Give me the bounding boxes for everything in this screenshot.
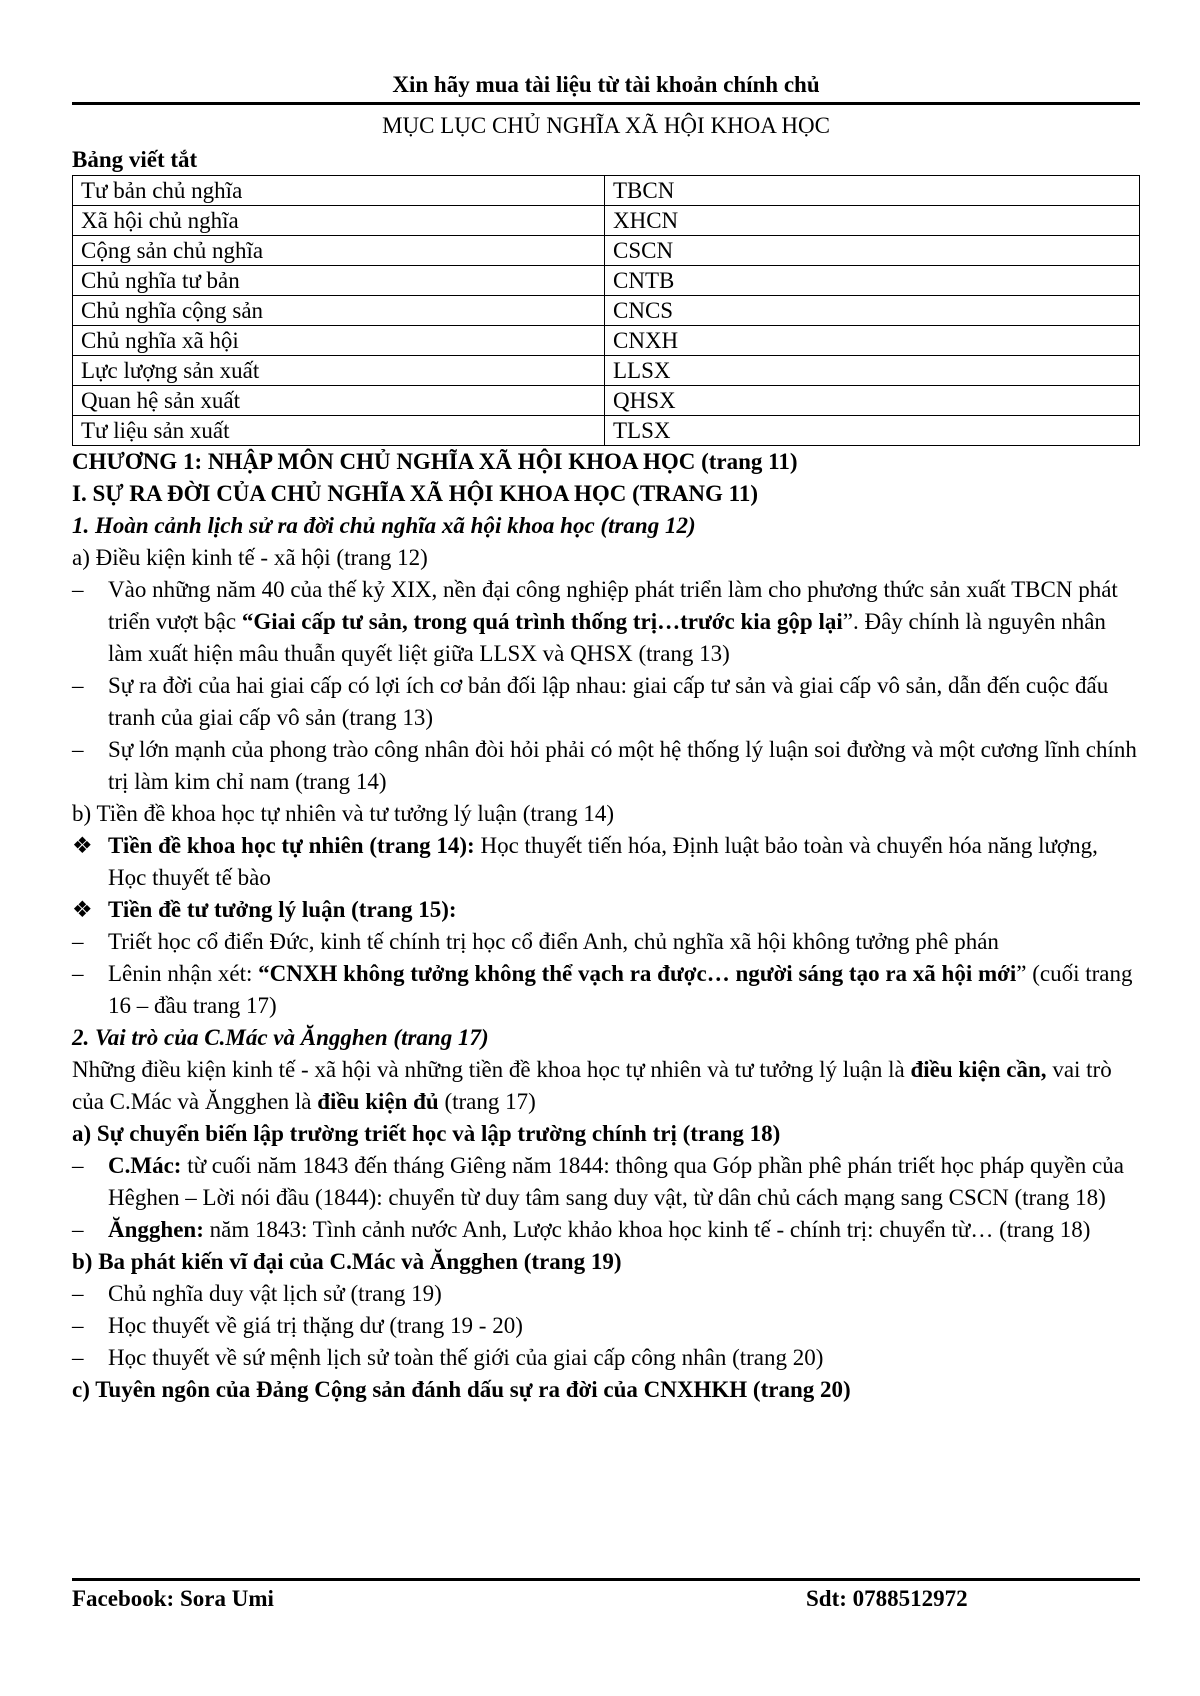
bullet-text: Sự ra đời của hai giai cấp có lợi ích cơ bản đối lập nhau: giai cấp tư sản và giai cấp vô sản, dẫn đến cuộc đấu tranh của giai cấp vô sản (trang 13) [108,673,1109,730]
bullet-item [72,926,1140,958]
abbr-cell: CNXH [605,326,1140,356]
bullet-text: năm 1843: Tình cảnh nước Anh, Lược khảo khoa học kinh tế - chính trị: chuyển từ… (trang 18) [203,1217,1091,1242]
bullet-text: Học thuyết về sứ mệnh lịch sử toàn thế giới của giai cấp công nhân (trang 20) [108,1345,824,1370]
table-row [73,416,1140,446]
bullet-quote: “CNXH không tưởng không thể vạch ra được… người sáng tạo ra xã hội mới [258,961,1017,986]
dash-marker: – [72,673,84,698]
header-notice: Xin hãy mua tài liệu từ tài khoản chính chủ [392,72,820,97]
bullet-text: ”. Đây chính là nguyên nhân làm xuất hiện mâu thuẫn quyết liệt giữa LLSX và QHSX (trang 13) [108,609,1106,666]
table-row [73,266,1140,296]
bullet-text: Học thuyết về giá trị thặng dư (trang 19 - 20) [108,1313,523,1338]
subsection-heading: b) Ba phát kiến vĩ đại của C.Mác và Ăngghen (trang 19) [72,1249,622,1274]
term-cell: Lực lượng sản xuất [73,356,605,386]
bullet-item [72,574,1140,670]
term-cell: Chủ nghĩa tư bản [73,266,605,296]
document-title: MỤC LỤC CHỦ NGHĨA XÃ HỘI KHOA HỌC [382,113,830,138]
abbr-cell: XHCN [605,206,1140,236]
diamond-icon: ❖ [72,833,93,858]
abbr-cell: TLSX [605,416,1140,446]
document-page [72,70,1140,1406]
bullet-text: Vào những năm 40 của thế kỷ XIX, nền đại công nghiệp phát triển làm cho phương thức sản xuất TBCN phát triển vượt bậc [108,577,1118,634]
abbr-cell: LLSX [605,356,1140,386]
diamond-icon: ❖ [72,897,93,922]
term-cell: Tư liệu sản xuất [73,416,605,446]
term-cell: Chủ nghĩa cộng sản [73,296,605,326]
table-row [73,326,1140,356]
paragraph-text: (trang 17) [438,1089,536,1114]
table-row [73,296,1140,326]
subsection-heading: 2. Vai trò của C.Mác và Ăngghen (trang 17) [72,1025,489,1050]
star-label: Tiền đề khoa học tự nhiên (trang 14): [108,833,475,858]
paragraph [72,1054,1140,1118]
bullet-item [72,734,1140,798]
subsection-item: b) Tiền đề khoa học tự nhiên và tư tưởng lý luận (trang 14) [72,801,615,826]
subsection-heading: c) Tuyên ngôn của Đảng Cộng sản đánh dấu sự ra đời của CNXHKH (trang 20) [72,1377,851,1402]
star-item [72,894,1140,926]
dash-marker: – [72,577,84,602]
bullet-text: từ cuối năm 1843 đến tháng Giêng năm 1844: thông qua Góp phần phê phán triết học pháp quyền của Hêghen – Lời nói đầu (1844): chuyển từ duy tâm sang duy vật, từ dân chủ cách mạng sang CSCN (trang 18) [108,1153,1124,1210]
abbr-cell: QHSX [605,386,1140,416]
star-text: Học thuyết tiến hóa, Định luật bảo toàn và chuyển hóa năng lượng, Học thuyết tế bào [108,833,1098,890]
star-label: Tiền đề tư tưởng lý luận (trang 15): [108,897,457,922]
dash-marker: – [72,1313,84,1338]
table-row [73,206,1140,236]
table-row [73,176,1140,206]
paragraph-emphasis: điều kiện cần, [910,1057,1047,1082]
phone-contact: Sdt: 0788512972 [806,1586,968,1611]
abbreviation-table [72,175,1140,446]
subsection-heading: 1. Hoàn cảnh lịch sử ra đời chủ nghĩa xã hội khoa học (trang 12) [72,513,696,538]
bullet-text: Triết học cổ điển Đức, kinh tế chính trị học cổ điển Anh, chủ nghĩa xã hội không tưởng phê phán [108,929,999,954]
bullet-item [72,958,1140,1022]
footer-row [72,1581,1140,1613]
bullet-item [72,1310,1140,1342]
chapter-heading: CHƯƠNG 1: NHẬP MÔN CHỦ NGHĨA XÃ HỘI KHOA HỌC (trang 11) [72,449,798,474]
subsection-heading: a) Sự chuyển biến lập trường triết học và lập trường chính trị (trang 18) [72,1121,781,1146]
page-footer [72,1576,1140,1613]
bullet-item [72,1278,1140,1310]
facebook-contact: Facebook: Sora Umi [72,1586,274,1611]
paragraph-text: vai trò của C.Mác và Ăngghen là [72,1057,1112,1114]
header-rule [72,102,1140,105]
bullet-label: C.Mác: [108,1153,182,1178]
dash-marker: – [72,1345,84,1370]
table-row [73,386,1140,416]
bullet-item [72,1150,1140,1214]
bullet-text: Sự lớn mạnh của phong trào công nhân đòi hỏi phải có một hệ thống lý luận soi đường và một cương lĩnh chính trị làm kim chỉ nam (trang 14) [108,737,1137,794]
dash-marker: – [72,1153,84,1178]
dash-marker: – [72,1217,84,1242]
term-cell: Chủ nghĩa xã hội [73,326,605,356]
abbreviation-heading: Bảng viết tắt [72,147,198,172]
dash-marker: – [72,737,84,762]
dash-marker: – [72,961,84,986]
term-cell: Tư bản chủ nghĩa [73,176,605,206]
paragraph-text: Những điều kiện kinh tế - xã hội và những tiền đề khoa học tự nhiên và tư tưởng lý luận là [72,1057,911,1082]
paragraph-emphasis: điều kiện đủ [317,1089,439,1114]
bullet-item [72,670,1140,734]
abbr-cell: CNCS [605,296,1140,326]
abbr-cell: TBCN [605,176,1140,206]
table-row [73,236,1140,266]
dash-marker: – [72,1281,84,1306]
dash-marker: – [72,929,84,954]
bullet-item [72,1342,1140,1374]
section-heading: I. SỰ RA ĐỜI CỦA CHỦ NGHĨA XÃ HỘI KHOA HỌC (TRANG 11) [72,481,759,506]
subsection-item: a) Điều kiện kinh tế - xã hội (trang 12) [72,545,428,570]
bullet-text: Chủ nghĩa duy vật lịch sử (trang 19) [108,1281,442,1306]
bullet-text: Lênin nhận xét: [108,961,259,986]
abbr-cell: CSCN [605,236,1140,266]
table-row [73,356,1140,386]
term-cell: Xã hội chủ nghĩa [73,206,605,236]
bullet-quote: “Giai cấp tư sản, trong quá trình thống trị…trước kia gộp lại [241,609,843,634]
abbr-cell: CNTB [605,266,1140,296]
bullet-label: Ăngghen: [108,1217,204,1242]
bullet-text: ” (cuối trang 16 – đầu trang 17) [108,961,1133,1018]
bullet-item [72,1214,1140,1246]
star-item [72,830,1140,894]
term-cell: Quan hệ sản xuất [73,386,605,416]
term-cell: Cộng sản chủ nghĩa [73,236,605,266]
